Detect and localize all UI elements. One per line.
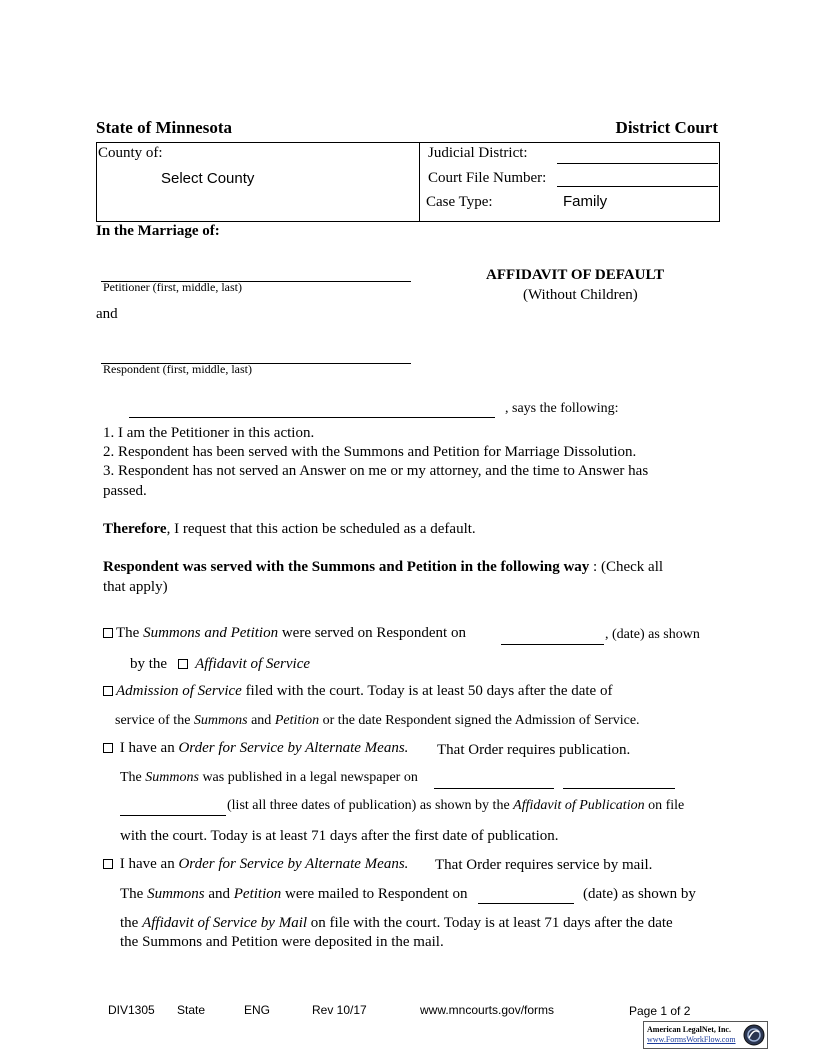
footer-url[interactable]: www.mncourts.gov/forms [420, 1003, 555, 1017]
court-heading: District Court [615, 118, 718, 137]
option-4-requires-mail: That Order requires service by mail. [435, 857, 653, 873]
served-rest: : (Check all [589, 559, 664, 575]
court-file-number-field[interactable] [557, 186, 718, 187]
marriage-label: In the Marriage of: [96, 223, 220, 239]
logo-globe-icon [743, 1024, 765, 1046]
footer-page-number: Page 1 of 2 [629, 1004, 691, 1018]
state-heading: State of Minnesota [96, 118, 232, 137]
option-4-checkbox[interactable] [103, 859, 113, 869]
says-following: , says the following: [505, 401, 619, 416]
statement-1: 1. I am the Petitioner in this action. [103, 425, 315, 441]
served-heading-cont: that apply) [103, 579, 168, 595]
judicial-district-label: Judicial District: [428, 145, 528, 161]
option-3-requires-publication: That Order requires publication. [437, 742, 631, 758]
served-heading [103, 559, 663, 576]
option-3-line3: (list all three dates of publication) as shown by the Affidavit of Publication on file [227, 798, 685, 813]
option-1-date-shown: , (date) as shown [605, 627, 700, 642]
and-label: and [96, 306, 118, 322]
served-bold: Respondent was served with the Summons and Petition in the following way [103, 559, 590, 575]
publication-date-3-field[interactable] [120, 815, 226, 816]
logo-website[interactable]: www.FormsWorkFlow.com [647, 1035, 736, 1044]
option-1-line2: by the Affidavit of Service [130, 656, 311, 672]
option-1-checkbox[interactable] [103, 628, 113, 638]
therefore-rest: , I request that this action be scheduled as a default. [166, 521, 476, 537]
option-3-checkbox[interactable] [103, 743, 113, 753]
option-3-line1: I have an Order for Service by Alternate Means. [103, 740, 408, 757]
document-title: AFFIDAVIT OF DEFAULT [486, 267, 665, 283]
affiant-name-field[interactable] [129, 417, 495, 418]
option-1-date-field[interactable] [501, 644, 604, 645]
mailing-date-field[interactable] [478, 903, 574, 904]
judicial-district-field[interactable] [557, 163, 718, 164]
option-4-line3: the Affidavit of Service by Mail on file with the court. Today is at least 71 days after the date [120, 915, 673, 931]
option-4-line4: the Summons and Petition were deposited in the mail. [120, 934, 444, 950]
publication-date-1-field[interactable] [434, 788, 554, 789]
county-label: County of: [98, 145, 163, 161]
logo-company-name: American LegalNet, Inc. [647, 1025, 731, 1034]
case-type-value[interactable]: Family [563, 193, 608, 210]
option-3-line4: with the court. Today is at least 71 days after the first date of publication. [120, 828, 559, 844]
court-file-number-label: Court File Number: [428, 170, 547, 186]
footer-language: ENG [244, 1003, 271, 1017]
option-4-line2: The Summons and Petition were mailed to Respondent on [120, 886, 468, 902]
statement-3-cont: passed. [103, 483, 147, 499]
option-1-line1: The Summons and Petition were served on Respondent on [103, 625, 466, 642]
option-2-line1: Admission of Service filed with the court. Today is at least 50 days after the date of [103, 683, 612, 700]
footer-form-id: DIV1305 [108, 1003, 155, 1017]
respondent-label: Respondent (first, middle, last) [103, 362, 252, 376]
footer-state: State [177, 1003, 206, 1017]
publication-date-2-field[interactable] [563, 788, 675, 789]
option-3-line2: The Summons was published in a legal newspaper on [120, 770, 418, 785]
statement-2: 2. Respondent has been served with the Summons and Petition for Marriage Dissolution. [103, 444, 637, 460]
therefore-bold: Therefore [103, 521, 167, 537]
option-2-checkbox[interactable] [103, 686, 113, 696]
affidavit-of-service-checkbox[interactable] [178, 659, 188, 669]
caption-divider [419, 143, 420, 221]
legalnet-logo [643, 1021, 768, 1049]
caption-box [96, 142, 720, 222]
petitioner-label: Petitioner (first, middle, last) [103, 280, 242, 294]
case-type-label: Case Type: [426, 194, 493, 210]
statement-3: 3. Respondent has not served an Answer on me or my attorney, and the time to Answer has [103, 463, 649, 479]
option-4-date-shown: (date) as shown by [583, 886, 696, 902]
document-subtitle: (Without Children) [523, 287, 638, 303]
option-4-line1: I have an Order for Service by Alternate Means. [103, 856, 408, 873]
county-select[interactable]: Select County [161, 170, 255, 187]
therefore-line [103, 521, 476, 538]
footer-revision: Rev 10/17 [312, 1003, 367, 1017]
option-2-line2: service of the Summons and Petition or the date Respondent signed the Admission of Service. [115, 713, 640, 728]
